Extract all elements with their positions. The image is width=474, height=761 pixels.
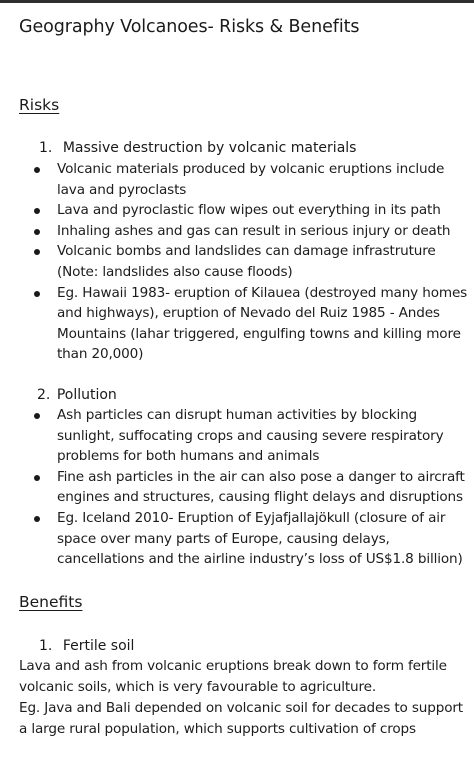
list-item: Lava and pyroclastic flow wipes out everything in its path <box>19 200 469 221</box>
benefit-1-heading <box>39 638 134 654</box>
list-item: Volcanic bombs and landslides can damage infrastruture (Note: landslides also cause floods) <box>19 241 469 282</box>
risk-1-label: Massive destruction by volcanic materials <box>62 140 357 156</box>
bullet-dot-icon <box>34 475 40 481</box>
benefit-1-number: 1. <box>39 638 53 654</box>
benefit-1-paragraph-1: Lava and ash from volcanic eruptions break down to form fertile volcanic soils, which is very favourable to agriculture. <box>19 658 447 695</box>
bullet-dot-icon <box>34 249 40 255</box>
list-item: Volcanic materials produced by volcanic eruptions include lava and pyroclasts <box>19 159 469 200</box>
benefit-1-label: Fertile soil <box>62 638 135 654</box>
list-item: Eg. Hawaii 1983- eruption of Kilauea (destroyed many homes and highways), eruption of Nevado del Ruiz 1985 - Andes Mountains (lahar triggered, engulfing towns and killing more than 20,000) <box>19 283 469 365</box>
bullet-dot-icon <box>34 291 40 297</box>
bullet-dot-icon <box>34 413 40 419</box>
list-item: Eg. Iceland 2010- Eruption of Eyjafjallajökull (closure of air space over many parts of Europe, causing delays, cancellations and the airline industry’s loss of US$1.8 billion) <box>19 508 469 570</box>
list-item: Ash particles can disrupt human activities by blocking sunlight, suffocating crops and causing severe respiratory problems for both humans and animals <box>19 405 469 467</box>
bullet-dot-icon <box>34 167 40 173</box>
risk-2-number: 2. <box>37 387 51 403</box>
list-item: Inhaling ashes and gas can result in serious injury or death <box>19 221 469 242</box>
risks-heading: Risks <box>19 96 60 114</box>
risk-2-heading <box>37 387 117 403</box>
bullet-dot-icon <box>34 229 40 235</box>
benefit-1-paragraph-2: Eg. Java and Bali depended on volcanic soil for decades to support a large rural population, which supports cultivation of crops <box>19 700 463 737</box>
risk-1-number: 1. <box>39 140 53 156</box>
risk-2-label: Pollution <box>56 387 117 403</box>
bullet-dot-icon <box>34 516 40 522</box>
bullet-dot-icon <box>34 208 40 214</box>
risk-1-bullet-list <box>19 159 469 365</box>
benefits-heading: Benefits <box>19 593 83 611</box>
list-item: Fine ash particles in the air can also pose a danger to aircraft engines and structures, causing flight delays and disruptions <box>19 467 469 508</box>
document-title: Geography Volcanoes- Risks & Benefits <box>19 17 360 37</box>
risk-1-heading <box>39 140 356 156</box>
risk-2-bullet-list <box>19 405 469 570</box>
